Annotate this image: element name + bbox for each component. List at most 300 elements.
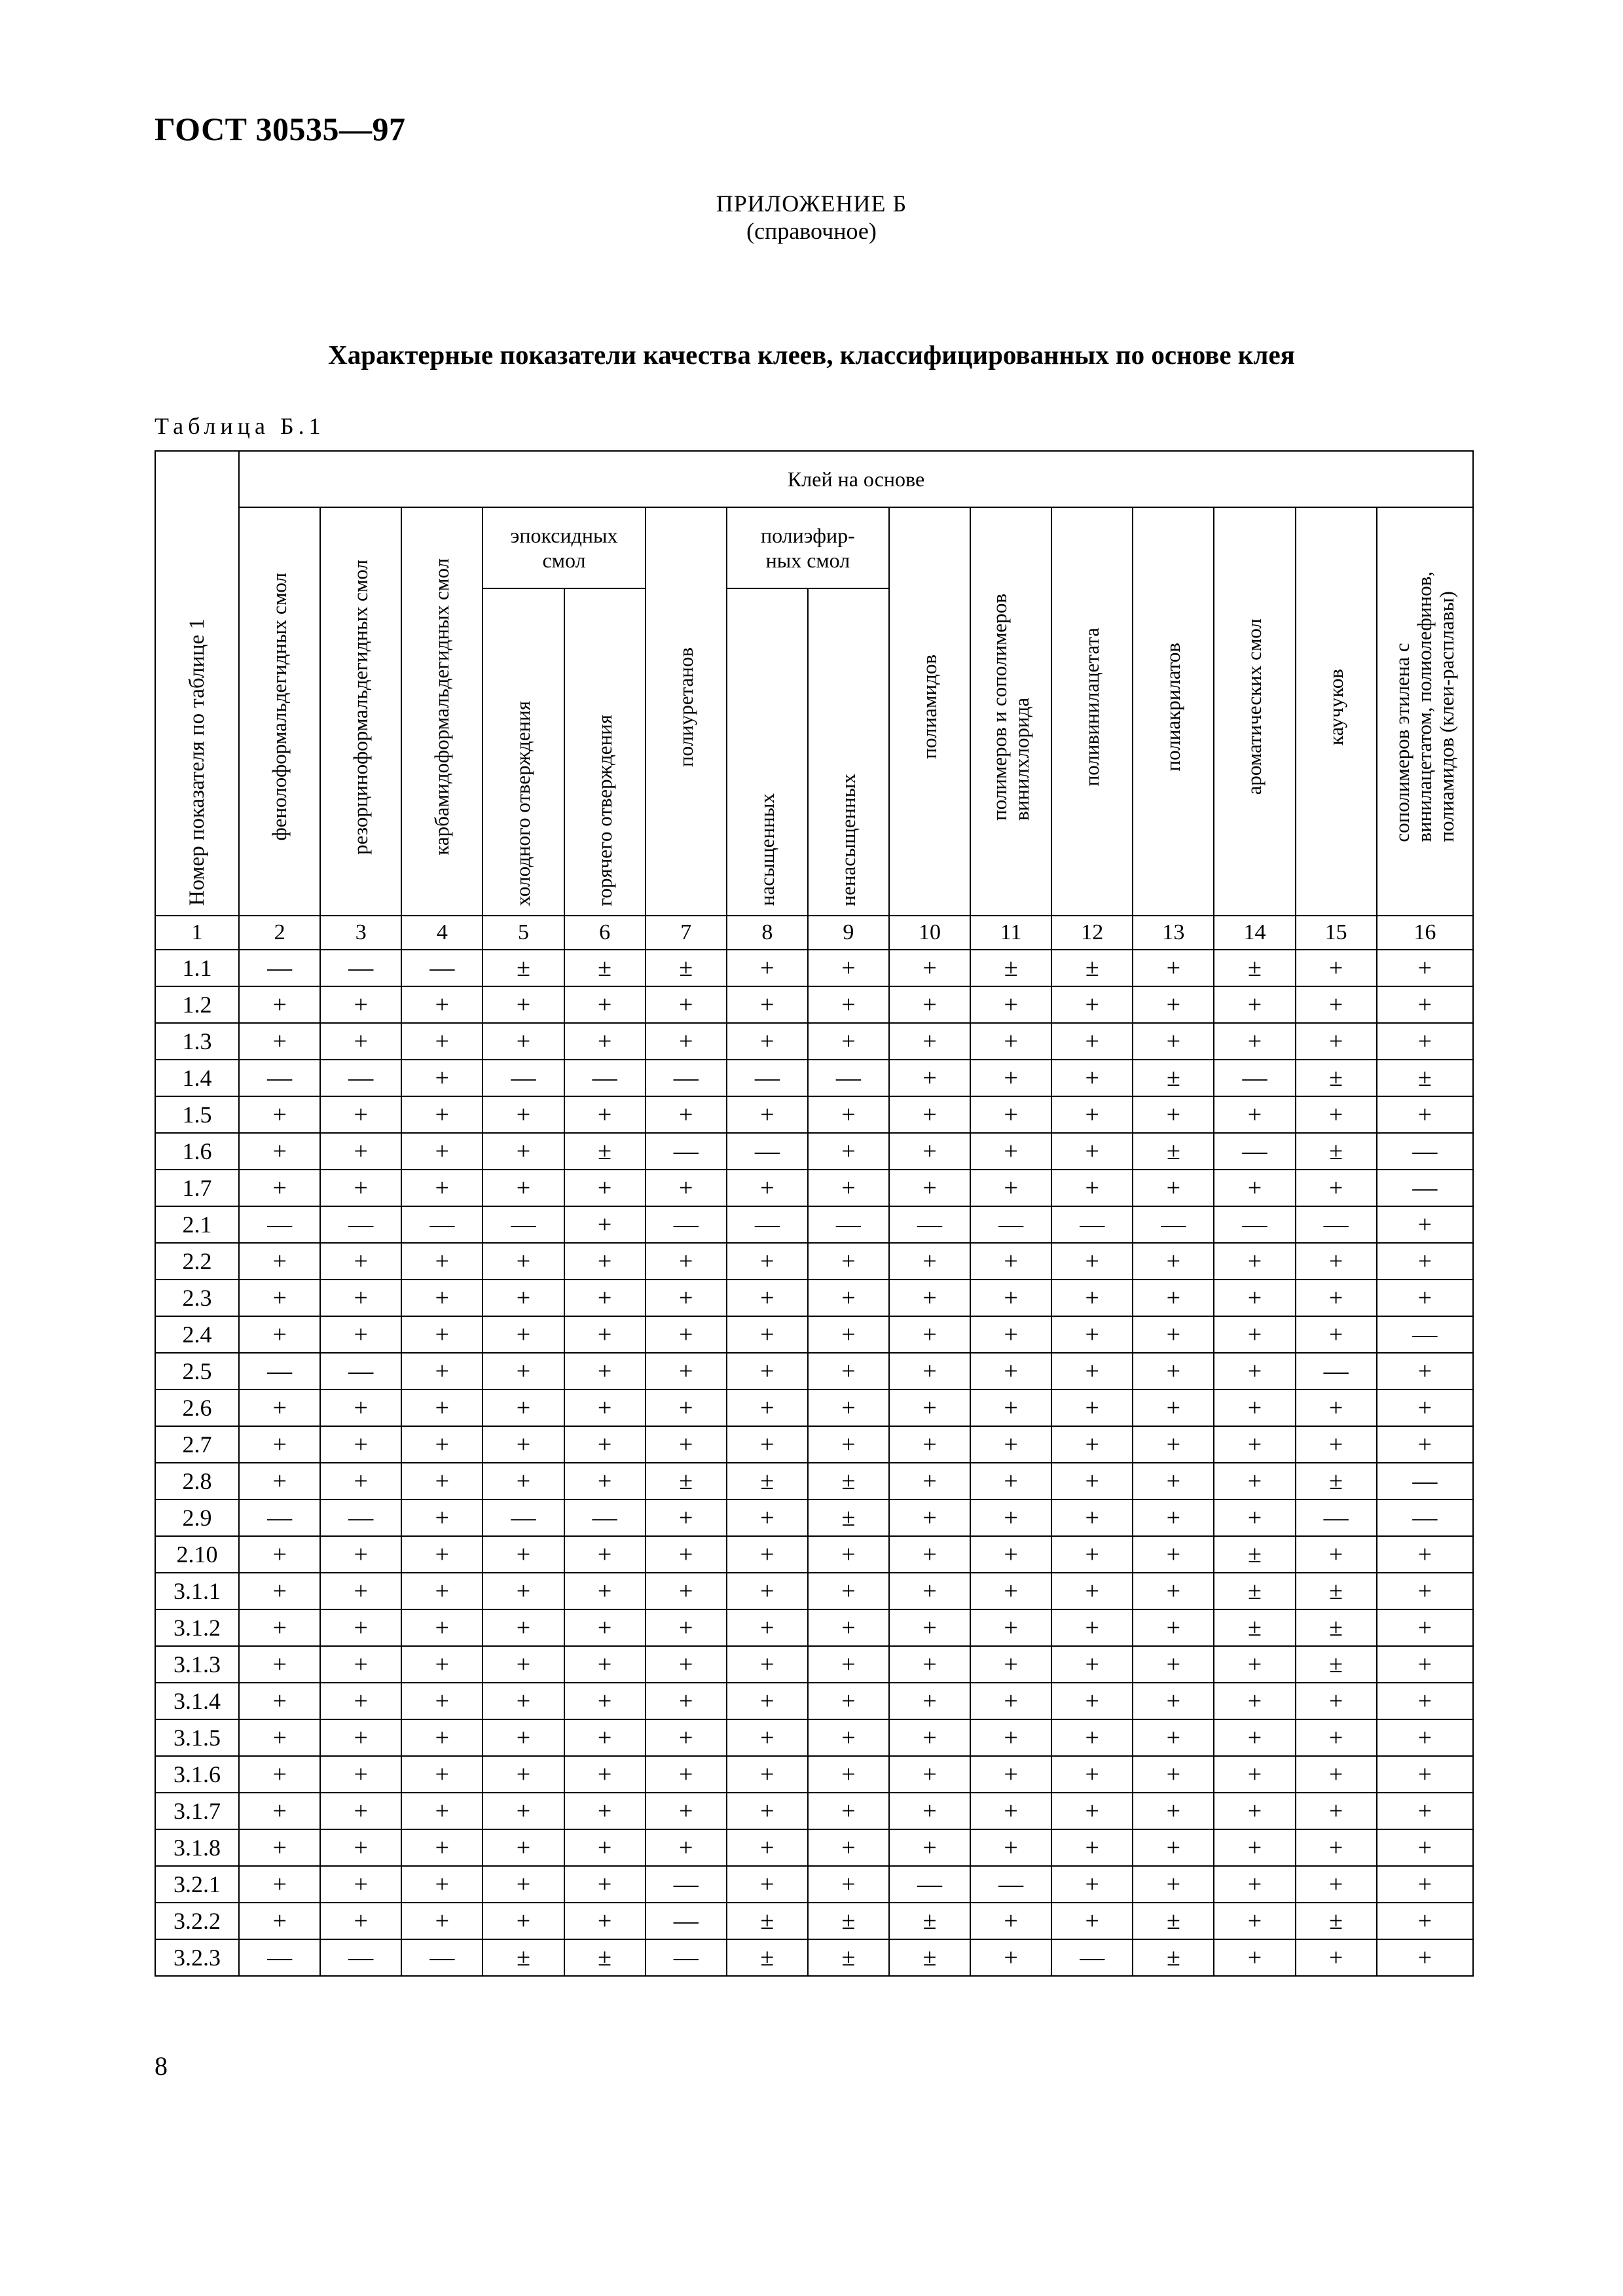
quality-table (155, 450, 1474, 1977)
value-cell: + (564, 1206, 646, 1243)
row-id-cell: 1.1 (155, 950, 239, 986)
value-cell: — (320, 1353, 401, 1390)
value-cell: + (1051, 1866, 1133, 1903)
value-cell: + (239, 1609, 320, 1646)
value-cell: + (320, 1426, 401, 1463)
value-cell: + (401, 1573, 483, 1609)
value-cell: + (1296, 1170, 1377, 1206)
appendix-title-block (0, 190, 1623, 245)
value-cell: + (483, 1793, 564, 1829)
value-cell: + (808, 1280, 889, 1316)
value-cell: + (1051, 1426, 1133, 1463)
value-cell: + (889, 1756, 970, 1793)
value-cell: + (239, 1133, 320, 1170)
value-cell: + (889, 986, 970, 1023)
value-cell: + (1051, 1499, 1133, 1536)
value-cell: — (808, 1060, 889, 1096)
value-cell: + (970, 1756, 1051, 1793)
value-cell: + (1051, 1609, 1133, 1646)
value-cell: + (727, 1426, 808, 1463)
col-header-8 (727, 588, 808, 916)
value-cell: + (970, 1609, 1051, 1646)
value-cell: + (727, 1683, 808, 1719)
value-cell: + (483, 1426, 564, 1463)
value-cell: + (889, 950, 970, 986)
value-cell: + (564, 1243, 646, 1280)
row-id-cell: 2.10 (155, 1536, 239, 1573)
value-cell: + (1051, 1829, 1133, 1866)
value-cell: + (1051, 1390, 1133, 1426)
value-cell: — (1214, 1206, 1295, 1243)
value-cell: ± (727, 1903, 808, 1939)
value-cell: + (970, 1096, 1051, 1133)
subgroup-epoxy-label: эпоксидных смол (510, 524, 618, 572)
value-cell: + (970, 1280, 1051, 1316)
row-id-cell: 3.1.1 (155, 1573, 239, 1609)
value-cell: + (564, 1316, 646, 1353)
value-cell: + (483, 1756, 564, 1793)
value-cell: + (239, 1463, 320, 1499)
table-row (155, 1280, 1473, 1316)
value-cell: + (1377, 1866, 1473, 1903)
value-cell: + (1133, 1573, 1214, 1609)
value-cell: + (1133, 1170, 1214, 1206)
value-cell: + (1133, 1426, 1214, 1463)
value-cell: + (889, 1280, 970, 1316)
group-header: Клей на основе (239, 451, 1473, 507)
value-cell: — (1377, 1170, 1473, 1206)
value-cell: + (646, 1426, 727, 1463)
value-cell: + (483, 1023, 564, 1060)
value-cell: + (239, 1683, 320, 1719)
value-cell: + (889, 1536, 970, 1573)
value-cell: + (320, 1793, 401, 1829)
value-cell: + (1214, 1353, 1295, 1390)
value-cell: + (564, 1756, 646, 1793)
row-header-cell (155, 451, 239, 916)
value-cell: + (970, 986, 1051, 1023)
value-cell: ± (1296, 1609, 1377, 1646)
value-cell: + (646, 1280, 727, 1316)
value-cell: — (564, 1499, 646, 1536)
col-header-16 (1377, 507, 1473, 916)
row-id-cell: 1.5 (155, 1096, 239, 1133)
value-cell: ± (1214, 1609, 1295, 1646)
value-cell: — (646, 1903, 727, 1939)
value-cell: + (401, 1426, 483, 1463)
value-cell: — (1377, 1316, 1473, 1353)
value-cell: + (564, 1719, 646, 1756)
value-cell: + (320, 1170, 401, 1206)
value-cell: + (401, 1463, 483, 1499)
col-header-12 (1051, 507, 1133, 916)
value-cell: + (483, 1096, 564, 1133)
value-cell: + (1133, 1866, 1214, 1903)
value-cell: + (970, 1316, 1051, 1353)
value-cell: ± (1133, 1060, 1214, 1096)
appendix-title: ПРИЛОЖЕНИЕ Б (716, 190, 907, 217)
value-cell: + (1051, 1756, 1133, 1793)
value-cell: + (1377, 950, 1473, 986)
value-cell: + (970, 1463, 1051, 1499)
value-cell: + (239, 1536, 320, 1573)
value-cell: + (1133, 1353, 1214, 1390)
value-cell: + (889, 1719, 970, 1756)
value-cell: ± (564, 1939, 646, 1976)
value-cell: + (1296, 1426, 1377, 1463)
value-cell: + (483, 1646, 564, 1683)
value-cell: + (727, 1390, 808, 1426)
value-cell: + (1051, 986, 1133, 1023)
value-cell: + (1377, 1426, 1473, 1463)
value-cell: + (1133, 1793, 1214, 1829)
value-cell: + (970, 1243, 1051, 1280)
value-cell: + (1133, 1316, 1214, 1353)
value-cell: + (1133, 1646, 1214, 1683)
table-row (155, 1683, 1473, 1719)
value-cell: + (320, 1609, 401, 1646)
table-row (155, 986, 1473, 1023)
value-cell: + (1377, 1096, 1473, 1133)
value-cell: + (564, 986, 646, 1023)
value-cell: + (1051, 1536, 1133, 1573)
value-cell: + (727, 1023, 808, 1060)
value-cell: — (1296, 1206, 1377, 1243)
value-cell: + (483, 1390, 564, 1426)
value-cell: + (483, 1866, 564, 1903)
value-cell: + (1377, 1829, 1473, 1866)
value-cell: ± (1296, 1060, 1377, 1096)
value-cell: + (1051, 1353, 1133, 1390)
value-cell: + (970, 1793, 1051, 1829)
value-cell: + (1214, 1316, 1295, 1353)
value-cell: + (401, 1499, 483, 1536)
value-cell: + (889, 1353, 970, 1390)
row-id-cell: 3.1.2 (155, 1609, 239, 1646)
value-cell: + (564, 1866, 646, 1903)
value-cell: + (1051, 1463, 1133, 1499)
value-cell: + (483, 1609, 564, 1646)
column-number-cell: 1 (155, 916, 239, 950)
value-cell: + (808, 1829, 889, 1866)
value-cell: + (889, 1023, 970, 1060)
value-cell: + (1214, 1646, 1295, 1683)
row-header-label: Номер показателя по таблице 1 (185, 618, 210, 906)
value-cell: + (808, 1793, 889, 1829)
value-cell: + (646, 1353, 727, 1390)
row-id-cell: 3.1.6 (155, 1756, 239, 1793)
value-cell: + (320, 1023, 401, 1060)
value-cell: ± (564, 950, 646, 986)
col-header-14 (1214, 507, 1295, 916)
value-cell: + (483, 1719, 564, 1756)
value-cell: + (1051, 1243, 1133, 1280)
value-cell: ± (1296, 1903, 1377, 1939)
table-row (155, 1023, 1473, 1060)
value-cell: — (889, 1206, 970, 1243)
value-cell: + (401, 1353, 483, 1390)
value-cell: — (320, 1206, 401, 1243)
value-cell: ± (1296, 1133, 1377, 1170)
value-cell: + (401, 1756, 483, 1793)
value-cell: + (564, 1463, 646, 1499)
value-cell: — (483, 1060, 564, 1096)
value-cell: + (727, 1243, 808, 1280)
value-cell: — (727, 1133, 808, 1170)
col-label: фенолоформальдегидных смол (268, 573, 291, 841)
value-cell: + (564, 1023, 646, 1060)
table-row (155, 1243, 1473, 1280)
value-cell: — (239, 1939, 320, 1976)
value-cell: + (1377, 1719, 1473, 1756)
value-cell: + (1214, 1243, 1295, 1280)
value-cell: + (239, 1096, 320, 1133)
value-cell: + (320, 1280, 401, 1316)
value-cell: + (564, 1353, 646, 1390)
value-cell: + (320, 1316, 401, 1353)
value-cell: + (1051, 1683, 1133, 1719)
value-cell: + (401, 1536, 483, 1573)
value-cell: + (239, 1793, 320, 1829)
value-cell: + (1133, 950, 1214, 986)
value-cell: + (808, 1573, 889, 1609)
subgroup-polyester-label: полиэфир- ных смол (760, 524, 855, 572)
value-cell: + (1377, 1683, 1473, 1719)
col-label: карбамидоформальдегидных смол (430, 558, 454, 855)
col-header-4 (401, 507, 483, 916)
value-cell: + (320, 1829, 401, 1866)
value-cell: + (727, 1573, 808, 1609)
value-cell: + (727, 1170, 808, 1206)
value-cell: + (889, 1646, 970, 1683)
value-cell: + (808, 1719, 889, 1756)
value-cell: + (483, 1243, 564, 1280)
value-cell: — (1051, 1206, 1133, 1243)
value-cell: + (970, 1060, 1051, 1096)
value-cell: + (239, 1243, 320, 1280)
value-cell: + (401, 1390, 483, 1426)
value-cell: + (1296, 986, 1377, 1023)
value-cell: + (646, 986, 727, 1023)
value-cell: + (483, 1353, 564, 1390)
value-cell: + (483, 1683, 564, 1719)
table-row (155, 1719, 1473, 1756)
col-label: полиамидов (918, 655, 941, 759)
value-cell: — (889, 1866, 970, 1903)
col-label: каучуков (1324, 668, 1347, 745)
value-cell: + (889, 1133, 970, 1170)
row-id-cell: 2.9 (155, 1499, 239, 1536)
value-cell: + (1214, 1390, 1295, 1426)
row-id-cell: 2.8 (155, 1463, 239, 1499)
value-cell: + (1051, 1060, 1133, 1096)
column-number-cell: 2 (239, 916, 320, 950)
table-row (155, 1939, 1473, 1976)
value-cell: + (1377, 1939, 1473, 1976)
appendix-subtitle: (справочное) (746, 218, 877, 244)
value-cell: — (1296, 1499, 1377, 1536)
table-container (155, 450, 1474, 1977)
table-row (155, 1573, 1473, 1609)
value-cell: — (808, 1206, 889, 1243)
value-cell: + (1296, 1243, 1377, 1280)
row-id-cell: 2.5 (155, 1353, 239, 1390)
value-cell: + (727, 1096, 808, 1133)
value-cell: ± (889, 1939, 970, 1976)
value-cell: + (808, 1096, 889, 1133)
value-cell: + (401, 1646, 483, 1683)
value-cell: — (727, 1060, 808, 1096)
value-cell: + (564, 1096, 646, 1133)
value-cell: + (483, 1463, 564, 1499)
col-label: ароматических смол (1243, 619, 1266, 795)
value-cell: + (889, 1829, 970, 1866)
value-cell: + (1133, 1756, 1214, 1793)
value-cell: — (401, 950, 483, 986)
value-cell: + (727, 1756, 808, 1793)
value-cell: + (239, 1316, 320, 1353)
value-cell: + (889, 1573, 970, 1609)
value-cell: + (889, 1463, 970, 1499)
value-cell: + (564, 1829, 646, 1866)
value-cell: + (889, 1683, 970, 1719)
value-cell: — (646, 1866, 727, 1903)
row-id-cell: 1.6 (155, 1133, 239, 1170)
col-label: горячего отверждения (593, 714, 616, 906)
value-cell: + (564, 1536, 646, 1573)
value-cell: + (1296, 1280, 1377, 1316)
value-cell: + (401, 1243, 483, 1280)
value-cell: ± (1214, 1573, 1295, 1609)
column-number-cell: 8 (727, 916, 808, 950)
table-row (155, 1903, 1473, 1939)
row-id-cell: 1.7 (155, 1170, 239, 1206)
value-cell: — (239, 950, 320, 986)
value-cell: + (1377, 1793, 1473, 1829)
value-cell: + (727, 1280, 808, 1316)
value-cell: ± (483, 950, 564, 986)
table-body (155, 950, 1473, 1976)
value-cell: + (239, 1719, 320, 1756)
col-header-5 (483, 588, 564, 916)
value-cell: ± (808, 1903, 889, 1939)
value-cell: + (1214, 1463, 1295, 1499)
value-cell: + (239, 1573, 320, 1609)
value-cell: ± (1133, 1133, 1214, 1170)
value-cell: + (401, 1609, 483, 1646)
col-header-13 (1133, 507, 1214, 916)
value-cell: + (646, 1756, 727, 1793)
value-cell: ± (808, 1499, 889, 1536)
row-id-cell: 2.2 (155, 1243, 239, 1280)
value-cell: + (808, 950, 889, 986)
value-cell: + (1051, 1903, 1133, 1939)
value-cell: + (401, 1719, 483, 1756)
value-cell: + (401, 1829, 483, 1866)
value-cell: + (239, 1023, 320, 1060)
value-cell: + (1051, 1280, 1133, 1316)
table-row (155, 1426, 1473, 1463)
value-cell: + (646, 1023, 727, 1060)
column-number-cell: 9 (808, 916, 889, 950)
table-row (155, 1793, 1473, 1829)
value-cell: ± (1051, 950, 1133, 986)
table-heading: Характерные показатели качества клеев, классифицированных по основе клея (328, 340, 1295, 370)
value-cell: + (1214, 1866, 1295, 1903)
value-cell: + (1214, 986, 1295, 1023)
value-cell: + (401, 986, 483, 1023)
table-row (155, 950, 1473, 986)
value-cell: + (483, 986, 564, 1023)
value-cell: + (239, 986, 320, 1023)
value-cell: — (1214, 1060, 1295, 1096)
value-cell: + (239, 1390, 320, 1426)
value-cell: + (727, 986, 808, 1023)
value-cell: + (564, 1646, 646, 1683)
value-cell: + (1133, 1243, 1214, 1280)
value-cell: — (1214, 1133, 1295, 1170)
value-cell: + (970, 1133, 1051, 1170)
value-cell: — (646, 1060, 727, 1096)
column-number-cell: 14 (1214, 916, 1295, 950)
row-id-cell: 2.7 (155, 1426, 239, 1463)
value-cell: ± (1296, 1573, 1377, 1609)
row-id-cell: 2.1 (155, 1206, 239, 1243)
value-cell: + (320, 1573, 401, 1609)
value-cell: + (970, 1353, 1051, 1390)
column-number-cell: 5 (483, 916, 564, 950)
value-cell: + (808, 1316, 889, 1353)
value-cell: + (808, 1866, 889, 1903)
value-cell: + (1296, 950, 1377, 986)
value-cell: + (1051, 1170, 1133, 1206)
value-cell: + (1377, 1280, 1473, 1316)
value-cell: + (1296, 1316, 1377, 1353)
value-cell: ± (808, 1939, 889, 1976)
value-cell: + (1133, 1719, 1214, 1756)
value-cell: + (401, 1060, 483, 1096)
value-cell: + (1377, 1609, 1473, 1646)
value-cell: + (320, 1683, 401, 1719)
row-id-cell: 1.4 (155, 1060, 239, 1096)
value-cell: + (727, 950, 808, 986)
value-cell: + (239, 1756, 320, 1793)
value-cell: + (808, 1243, 889, 1280)
value-cell: — (320, 950, 401, 986)
document-code: ГОСТ 30535—97 (155, 111, 406, 147)
column-number-cell: 10 (889, 916, 970, 950)
value-cell: + (1214, 1939, 1295, 1976)
value-cell: + (1133, 1683, 1214, 1719)
column-number-cell: 11 (970, 916, 1051, 950)
value-cell: + (320, 1719, 401, 1756)
value-cell: + (970, 1426, 1051, 1463)
value-cell: + (1133, 1096, 1214, 1133)
value-cell: + (1051, 1793, 1133, 1829)
value-cell: + (808, 1609, 889, 1646)
value-cell: — (239, 1353, 320, 1390)
value-cell: — (401, 1206, 483, 1243)
value-cell: + (1051, 1573, 1133, 1609)
column-number-row (155, 916, 1473, 950)
value-cell: + (564, 1683, 646, 1719)
column-number-cell: 12 (1051, 916, 1133, 950)
value-cell: + (970, 1023, 1051, 1060)
value-cell: + (1051, 1023, 1133, 1060)
value-cell: + (1051, 1096, 1133, 1133)
value-cell: + (727, 1793, 808, 1829)
value-cell: + (727, 1829, 808, 1866)
